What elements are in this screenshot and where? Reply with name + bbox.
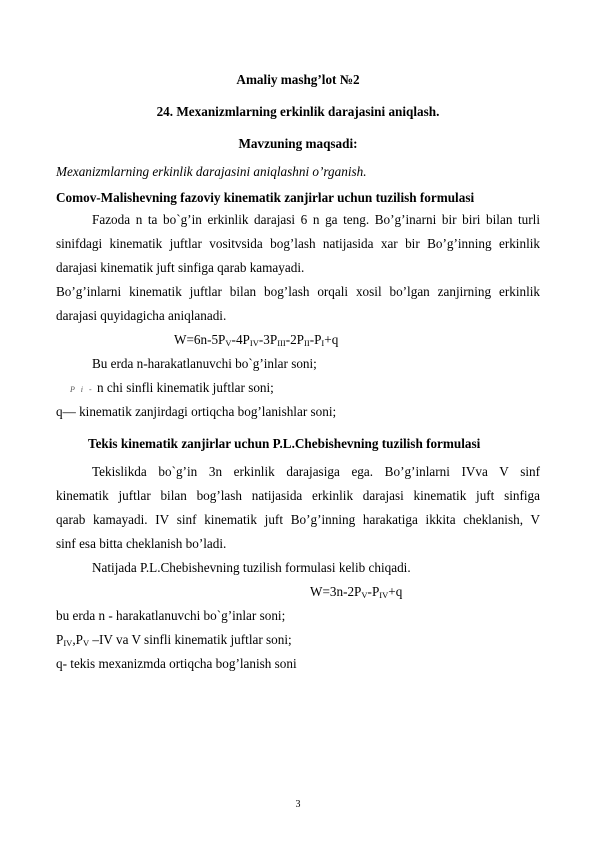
section2-heading: Tekis kinematik zanjirlar uchun P.L.Chebishevning tuzilish formulasi bbox=[88, 436, 481, 451]
page-number: 3 bbox=[295, 799, 301, 810]
section1-paragraph2-line2: darajasi quyidagicha aniqlanadi. bbox=[56, 308, 227, 323]
topic-title: 24. Mexanizmlarning erkinlik darajasini aniqlash. bbox=[156, 104, 440, 119]
section2-definition-n: bu erda n - harakatlanuvchi bo`g’inlar soni; bbox=[56, 608, 286, 623]
section2-paragraph1-line3: qarab kamayadi. IV sinf kinematik juft Bo’g’inning harakatiga ikkita cheklanish, V bbox=[56, 512, 540, 527]
goal-text: Mexanizmlarning erkinlik darajasini aniqlashni o’rganish. bbox=[56, 164, 367, 179]
section2-paragraph1-line4: sinf esa bitta cheklanish bo’ladi. bbox=[56, 536, 227, 551]
section2-paragraph1-line2: kinematik juftlar bilan bog’lash natijasida erkinlik darajasi kinematik juft sinfiga bbox=[56, 488, 540, 503]
goal-heading: Mavzuning maqsadi: bbox=[238, 136, 358, 151]
section1-paragraph2-line1: Bo’g’inlarni kinematik juftlar bilan bog’lash orqali xosil bo’lgan zanjirning erkinlik bbox=[56, 284, 540, 299]
section1-definition-q: q— kinematik zanjirdagi ortiqcha bog’lanishlar soni; bbox=[56, 404, 337, 419]
section2-paragraph1-line1: Tekislikda bo`g’in 3n erkinlik darajasiga ega. Bo’g’inlarni IVva V sinf bbox=[92, 464, 540, 479]
section2-definition-p: $P_{IV},P_V$ –IV va V sinfli kinematik juftlar soni; bbox=[56, 632, 292, 648]
section1-heading: Comov-Malishevning fazoviy kinematik zanjirlar uchun tuzilish formulasi bbox=[56, 190, 475, 205]
spatial-mobility-formula: $W=6n-5P_V-4P_{IV}-3P_{III}-2P_{II}-P_I+q$ bbox=[174, 332, 339, 348]
practice-title: Amaliy mashg’lot №2 bbox=[236, 72, 360, 87]
section1-paragraph1-line3: darajasi kinematik juft sinfiga qarab kamayadi. bbox=[56, 260, 305, 275]
section2-paragraph2: Natijada P.L.Chebishevning tuzilish formulasi kelib chiqadi. bbox=[92, 560, 411, 575]
section1-definition-n: Bu erda n-harakatlanuvchi bo`g’inlar soni; bbox=[92, 356, 317, 371]
section2-definition-q: q- tekis mexanizmda ortiqcha bog’lanish soni bbox=[56, 656, 297, 671]
section1-definition-pi: P i - n chi sinfli kinematik juftlar soni; bbox=[70, 380, 274, 395]
section1-paragraph1-line2: sinifdagi kinematik juftlar vositvsida bog’lash natijasida xar bir Bo’g’inning erkinlik bbox=[56, 236, 540, 251]
pi-symbol: P i - bbox=[70, 385, 94, 394]
planar-mobility-formula: $W=3n-2P_V-P_{IV}+q$ bbox=[310, 584, 403, 600]
section1-paragraph1-line1: Fazoda n ta bo`g’in erkinlik darajasi 6 n ga teng. Bo’g’inarni bir biri bilan turli bbox=[92, 212, 540, 227]
